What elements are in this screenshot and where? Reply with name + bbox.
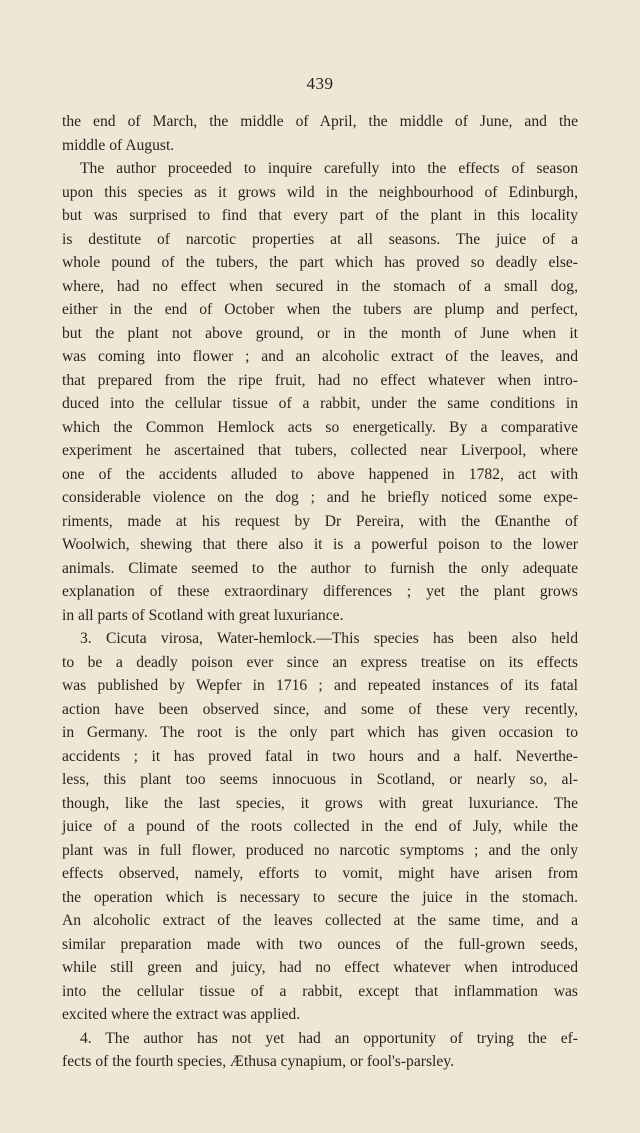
- page-number: 439: [306, 74, 334, 93]
- text-line: where, had no effect when secured in the stomach of a small dog,: [62, 277, 578, 295]
- text-line: in Germany. The root is the only part which has given occasion to: [62, 724, 578, 741]
- text-line: fects of the fourth species, Æthusa cynapium, or fool's-parsley.: [62, 1053, 454, 1070]
- text-line: is destitute of narcotic properties at all seasons. The juice of a: [62, 230, 578, 248]
- text-line: plant was in full flower, produced no narcotic symptoms ; and the only: [62, 841, 578, 859]
- text-line: less, this plant too seems innocuous in Scotland, or nearly so, al-: [62, 771, 578, 788]
- text-line: 3. Cicuta virosa, Water-hemlock.—This species has been also held: [80, 630, 578, 647]
- text-line: in all parts of Scotland with great luxuriance.: [62, 606, 344, 624]
- text-line: action have been observed since, and some of these very recently,: [62, 700, 578, 718]
- text-line: An alcoholic extract of the leaves collected at the same time, and a: [62, 912, 578, 929]
- text-line: but the plant not above ground, or in the month of June when it: [62, 324, 578, 342]
- text-line: either in the end of October when the tubers are plump and perfect,: [62, 301, 578, 318]
- text-line: was published by Wepfer in 1716 ; and repeated instances of its fatal: [62, 677, 578, 694]
- text-line: riments, made at his request by Dr Pereira, with the Œnanthe of: [62, 512, 578, 530]
- text-line: Woolwich, shewing that there also it is a powerful poison to the lower: [62, 536, 578, 553]
- text-line: while still green and juicy, had no effect whatever when introduced: [62, 959, 578, 976]
- text-line: the operation which is necessary to secure the juice in the stomach.: [62, 888, 578, 906]
- text-line: the end of March, the middle of April, the middle of June, and the: [62, 113, 578, 130]
- text-line: considerable violence on the dog ; and he briefly noticed some expe-: [62, 489, 578, 506]
- text-line: but was surprised to find that every part of the plant in this locality: [62, 207, 578, 224]
- text-line: upon this species as it grows wild in the neighbourhood of Edinburgh,: [62, 183, 578, 201]
- text-line: juice of a pound of the roots collected in the end of July, while the: [62, 818, 578, 835]
- text-line: was coming into flower ; and an alcoholic extract of the leaves, and: [62, 348, 578, 365]
- text-line: to be a deadly poison ever since an express treatise on its effects: [62, 653, 578, 671]
- text-line: explanation of these extraordinary differences ; yet the plant grows: [62, 583, 578, 600]
- text-line: similar preparation made with two ounces of the full-grown seeds,: [62, 935, 578, 953]
- text-line: accidents ; it has proved fatal in two hours and a half. Neverthe-: [62, 747, 578, 765]
- text-line: duced into the cellular tissue of a rabbit, under the same conditions in: [62, 395, 578, 412]
- text-line: into the cellular tissue of a rabbit, except that inflammation was: [62, 982, 578, 1000]
- body-text: [62, 110, 578, 1074]
- text-line: The author proceeded to inquire carefully into the effects of season: [80, 160, 578, 177]
- text-line: one of the accidents alluded to above happened in 1782, act with: [62, 465, 578, 483]
- text-line: though, like the last species, it grows with great luxuriance. The: [62, 794, 578, 812]
- text-line: which the Common Hemlock acts so energetically. By a comparative: [62, 418, 578, 436]
- text-line: experiment he ascertained that tubers, collected near Liverpool, where: [62, 442, 578, 459]
- text-line: animals. Climate seemed to the author to furnish the only adequate: [62, 559, 578, 577]
- text-line: middle of August.: [62, 136, 175, 154]
- text-line: excited where the extract was applied.: [62, 1006, 301, 1023]
- text-line: that prepared from the ripe fruit, had no effect whatever when intro-: [62, 371, 578, 389]
- text-line: 4. The author has not yet had an opportunity of trying the ef-: [80, 1029, 578, 1047]
- text-line: effects observed, namely, efforts to vomit, might have arisen from: [62, 865, 578, 882]
- text-line: whole pound of the tubers, the part which has proved so deadly else-: [62, 254, 578, 271]
